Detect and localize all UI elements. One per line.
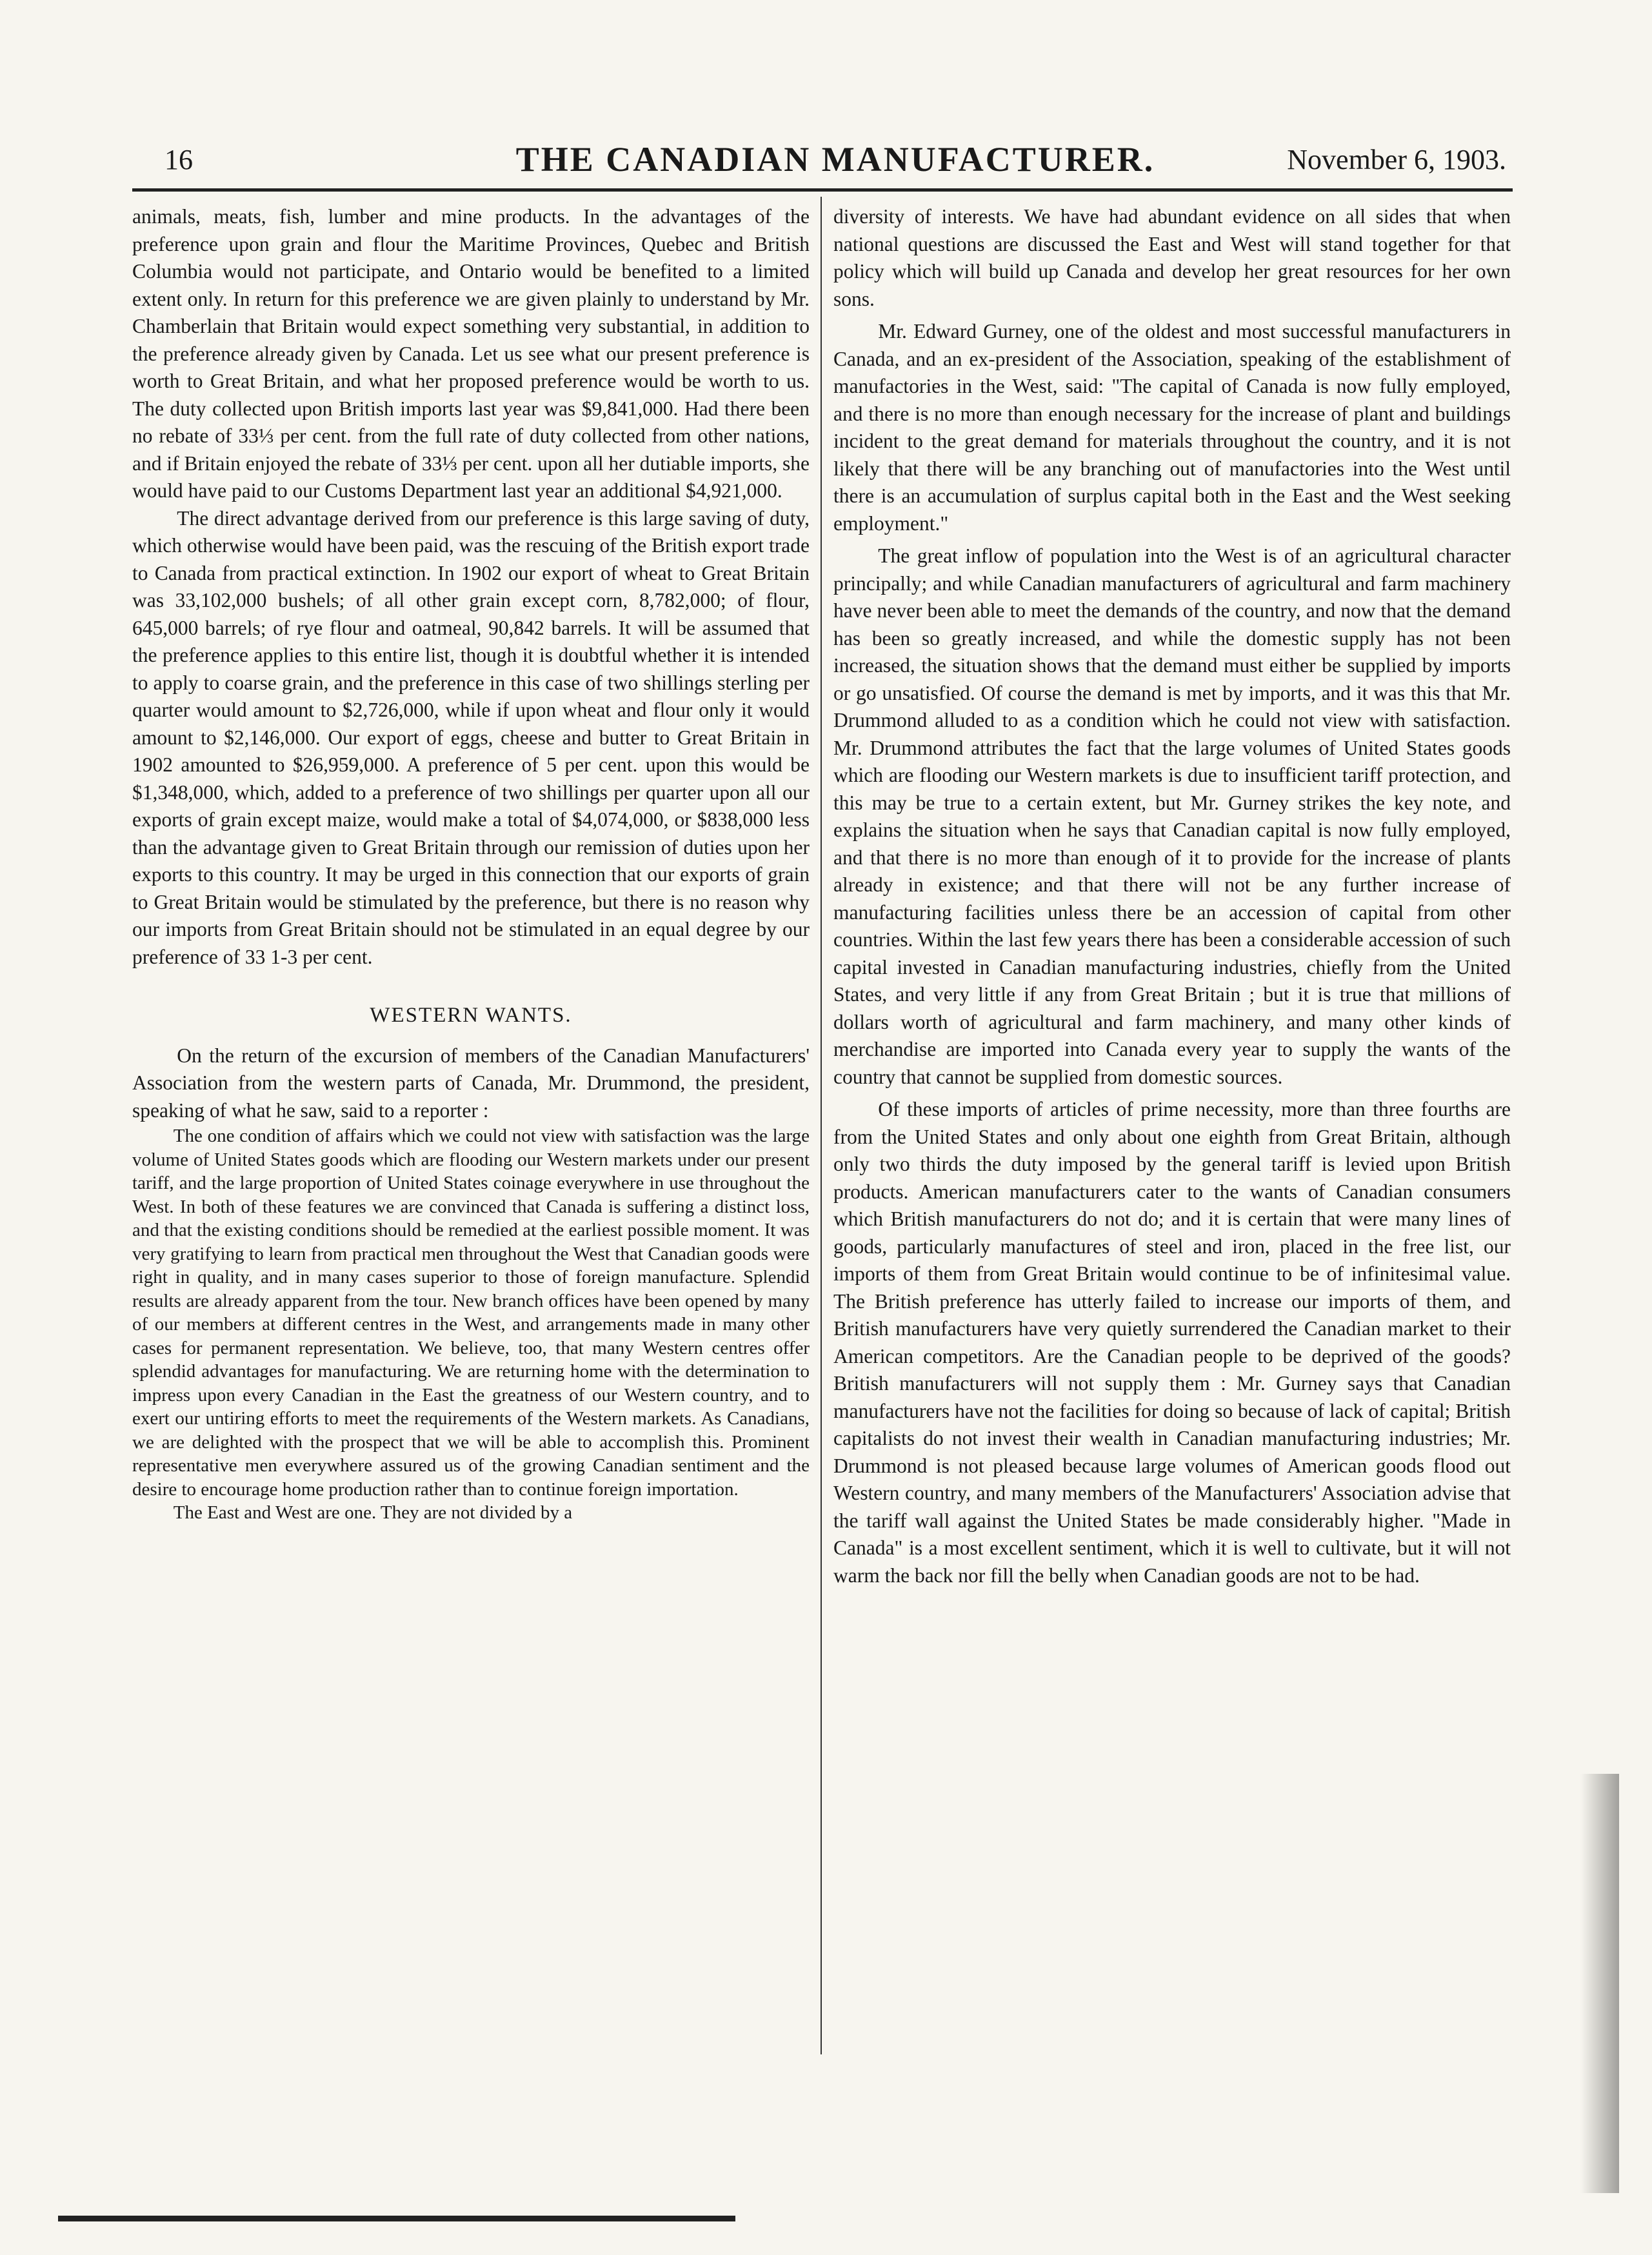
header-rule [132, 188, 1513, 192]
left-column [132, 203, 810, 2061]
article-paragraph: On the return of the excursion of members of the Canadian Manufacturers' Association from the western parts of Canada, Mr. Drummond, the president, speaking of what he saw, said to a reporter : [132, 1044, 810, 1122]
article-paragraph: The direct advantage derived from our preference is this large saving of duty, which otherwise would have been paid, was the rescuing of the British export trade to Canada from practical extinction. In 1902 our export of wheat to Great Britain was 33,102,000 bushels; of all other grain except corn, 8,782,000; of flour, 645,000 barrels; of rye flour and oatmeal, 90,842 barrels. It will be assumed that the preference applies to this entire list, though it is doubtful whether it is intended to apply to coarse grain, and the preference in this case of two shillings sterling per quarter would amount to $2,726,000, while if upon wheat and flour only it would amount to $2,146,000. Our export of eggs, cheese and butter to Great Britain in 1902 amounted to $26,959,000. A preference of 5 per cent. upon this would be $1,348,000, which, added to a preference of two shillings per quarter upon all our exports of grain except maize, would make a total of $4,074,000, or $838,000 less than the advantage given to Great Britain through our remission of duties upon her exports to this country. It may be urged in this connection that our exports of grain to Great Britain would be stimulated by the preference, but there is no reason why our imports from Great Britain should not be stimulated in an equal degree by our preference of 33 1-3 per cent. [132, 506, 810, 968]
column-divider [821, 197, 822, 2054]
publication-title: THE CANADIAN MANUFACTURER. [515, 140, 1155, 179]
article-paragraph: Mr. Edward Gurney, one of the oldest and most successful manufacturers in Canada, and an ex-president of the Association, speaking of the establishment of manufactories in the West, said: "The capital of Canada is now fully employed, and there is no more than enough necessary for the increase of plant and buildings incident to the great demand for materials throughout the country, and it is not likely that there will be any branching out of manufactories into the West until there is an accumulation of surplus capital both in the East and the West seeking employment." [833, 320, 1511, 535]
page-edge-shadow [1580, 1774, 1619, 2193]
article-paragraph: animals, meats, fish, lumber and mine products. In the advantages of the preference upon grain and flour the Maritime Provinces, Quebec and British Columbia would not participate, and Ontario would be benefited to a limited extent only. In return for this preference we are given plainly to understand by Mr. Chamberlain that Britain would expect something very substantial, in addition to the preference already given by Canada. Let us see what our present preference is worth to Great Britain, and what her proposed preference would be worth to us. The duty collected upon British imports last year was $9,841,000. Had there been no rebate of 33⅓ per cent. from the full rate of duty collected from other nations, and if Britain enjoyed the rebate of 33⅓ per cent. upon all her dutiable imports, she would have paid to our Customs Department last year an additional $4,921,000. [132, 205, 810, 502]
article-paragraph: The great inflow of population into the West is of an agricultural character principally; and while Canadian manufacturers of agricultural and farm machinery have never been able to meet the demands of the country, and now that the demand has been so greatly increased, and while the domestic supply has not been increased, the situation shows that the demand must either be supplied by imports or go unsatisfied. Of course the demand is met by imports, and it was this that Mr. Drummond alluded to as a condition which he could not view with satisfaction. Mr. Drummond attributes the fact that the large volumes of United States goods which are flooding our Western markets is due to insufficient tariff protection, and this may be true to a certain extent, but Mr. Gurney strikes the key note, and explains the situation when he says that Canadian capital is now fully employed, and that there is no more than enough of it to provide for the increase of plants already in existence; and that there will not be any further increase of manufacturing facilities unless there be an accession of capital from other countries. Within the last few years there has been a considerable accession of such capital invested in Canadian manufacturing industries, chiefly from the United States, and very little if any from Great Britain ; but it is true that millions of dollars worth of agricultural and farm machinery, and many other kinds of merchandise are imported into Canada every year to supply the wants of the country that cannot be supplied from domestic sources. [833, 544, 1511, 1088]
quoted-statement: The one condition of affairs which we could not view with satisfaction was the large volume of United States goods which are flooding our Western markets under our present tariff, and the large proportion of United States coinage everywhere in use throughout the West. In both of these features we are convinced that Canada is suffering a distinct loss, and that the existing conditions should be remedied at the earliest possible moment. It was very gratifying to learn from practical men throughout the West that Canadian goods were right in quality, and in many cases superior to those of foreign manufacture. Splendid results are already apparent from the tour. New branch offices have been opened by many of our members at different centres in the West, and arrangements made in many other cases for permanent representation. We believe, too, that many Western centres offer splendid advantages for manufacturing. We are returning home with the determination to impress upon every Canadian in the East the greatness of our Western country, and to exert our untiring efforts to meet the requirements of the Western markets. As Canadians, we are delighted with the prospect that we will be able to accomplish this. Prominent representative men everywhere assured us of the growing Canadian sentiment and the desire to encourage home production rather than to continue foreign importation. [132, 1126, 810, 1500]
section-heading: WESTERN WANTS. [370, 1004, 572, 1027]
quoted-statement-continued: The East and West are one. They are not divided by a [173, 1502, 573, 1523]
page-header [164, 135, 1506, 187]
right-column [833, 203, 1511, 2061]
article-paragraph: Of these imports of articles of prime necessity, more than three fourths are from the United States and only about one eighth from Great Britain, although only two thirds the duty imposed by the general tariff is levied upon British products. American manufacturers cater to the wants of Canadian consumers which British manufacturers do not do; and it is certain that were many lines of goods, particularly manufactures of steel and iron, placed in the free list, our imports of them from Great Britain would continue to be of infinitesimal value. The British preference has utterly failed to increase our imports of them, and British manufacturers have very quietly surrendered the Canadian market to their American competitors. Are the Canadian people to be deprived of the goods? British manufacturers will not supply them : Mr. Gurney says that Canadian manufacturers have not the facilities for doing so because of lack of capital; British capitalists do not invest their wealth in Canadian manufacturing industries; Mr. Drummond is not pleased because large volumes of American goods flood out Western country, and many members of the Manufacturers' Association advise that the tariff wall against the United States be made considerably higher. "Made in Canada" is a most excellent sentiment, which it is well to cultivate, but it will not warm the back nor fill the belly when Canadian goods are not to be had. [833, 1098, 1511, 1587]
article-paragraph: diversity of interests. We have had abundant evidence on all sides that when national questions are discussed the East and West will stand together for that policy which will build up Canada and develop her great resources for her own sons. [833, 205, 1511, 310]
page-number: 16 [164, 144, 193, 175]
footer-rule [58, 2216, 735, 2221]
issue-date: November 6, 1903. [1287, 144, 1506, 175]
